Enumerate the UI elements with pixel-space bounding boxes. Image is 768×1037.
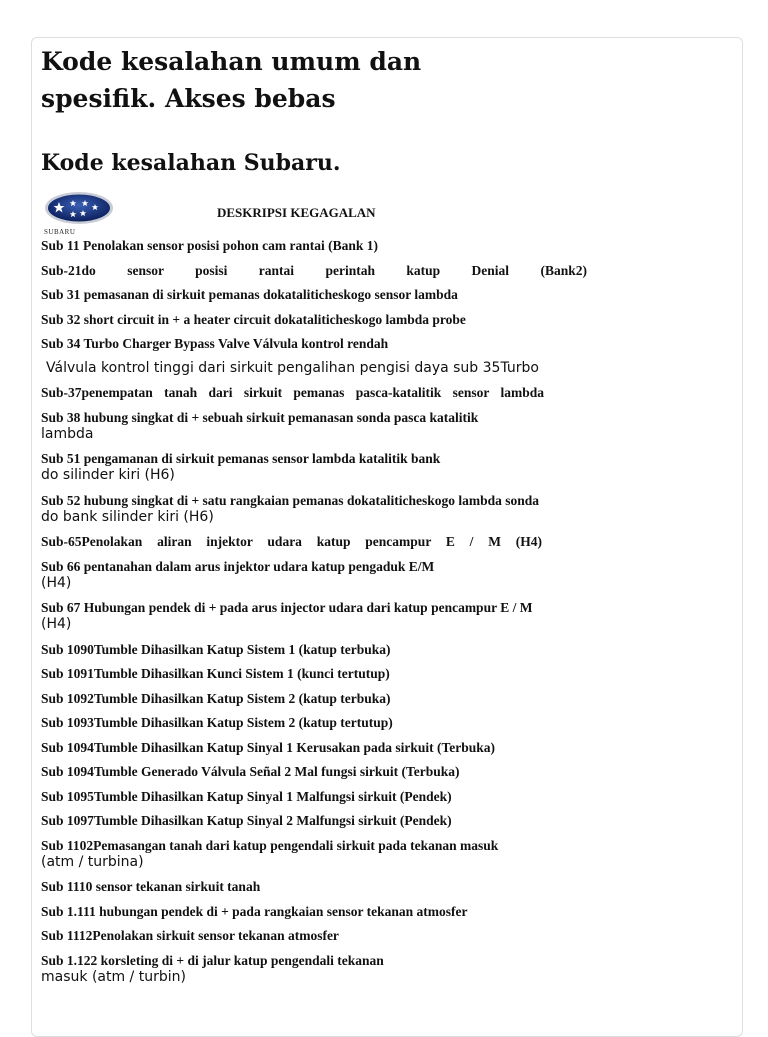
list-item: Sub 1094Tumble Generado Válvula Señal 2 Mal fungsi sirkuit (Terbuka) <box>41 764 460 779</box>
list-item: Sub-37penempatan tanah dari sirkuit pemanas pasca-katalitik sensor lambda <box>41 385 544 400</box>
list-item: Sub 11 Penolakan sensor posisi pohon cam rantai (Bank 1) <box>41 238 378 253</box>
list-item: Sub 67 Hubungan pendek di + pada arus injector udara dari katup pencampur E / M (H4) <box>41 599 731 633</box>
list-item: Sub 1093Tumble Dihasilkan Katup Sistem 2 (katup tertutup) <box>41 715 393 730</box>
list-item-continuation: masuk (atm / turbin) <box>41 968 186 985</box>
document-title: Kode kesalahan umum dan spesifik. Akses bebas <box>41 47 422 113</box>
list-item: Sub 1097Tumble Dihasilkan Katup Sinyal 2 Malfungsi sirkuit (Pendek) <box>41 813 452 828</box>
subaru-emblem-icon <box>43 190 115 228</box>
list-item: Sub 1112Penolakan sirkuit sensor tekanan atmosfer <box>41 928 339 943</box>
list-item: Sub-21do sensor posisi rantai perintah katup Denial (Bank2) <box>41 262 587 278</box>
list-item: Sub 1102Pemasangan tanah dari katup pengendali sirkuit pada tekanan masuk (atm / turbina) <box>41 837 731 871</box>
list-item-continuation: (H4) <box>41 574 72 591</box>
list-item: Sub 38 hubung singkat di + sebuah sirkuit pemanasan sonda pasca katalitik lambda <box>41 409 731 443</box>
list-item: Sub 51 pengamanan di sirkuit pemanas sensor lambda katalitik bank do silinder kiri (H6) <box>41 450 731 484</box>
list-item: Sub 1092Tumble Dihasilkan Katup Sistem 2 (katup terbuka) <box>41 690 391 706</box>
list-item: Sub-65Penolakan aliran injektor udara katup pencampur E / M (H4) <box>41 534 542 549</box>
section-title: Kode kesalahan Subaru. <box>41 150 341 176</box>
list-item: Sub 1094Tumble Dihasilkan Katup Sinyal 1 Kerusakan pada sirkuit (Terbuka) <box>41 739 496 755</box>
list-item: Sub 1090Tumble Dihasilkan Katup Sistem 1 (katup terbuka) <box>41 641 391 657</box>
list-item: Sub 1.111 hubungan pendek di + pada rangkaian sensor tekanan atmosfer <box>41 903 468 919</box>
list-item: Sub 31 pemasanan di sirkuit pemanas dokataliticheskogo sensor lambda <box>41 287 458 302</box>
list-item: Sub 66 pentanahan dalam arus injektor udara katup pengaduk E/M (H4) <box>41 558 731 592</box>
list-item-continuation: (H4) <box>41 616 72 632</box>
list-item-continuation: lambda <box>41 425 94 442</box>
logo-text: SUBARU <box>44 228 76 236</box>
list-item: Sub 1.122 korsleting di + di jalur katup pengendali tekanan masuk (atm / turbin) <box>41 952 731 986</box>
list-item: Sub 32 short circuit in + a heater circuit dokataliticheskogo lambda probe <box>41 311 466 327</box>
list-item: Sub 1091Tumble Dihasilkan Kunci Sistem 1 (kunci tertutup) <box>41 666 390 681</box>
list-item-continuation: do bank silinder kiri (H6) <box>41 508 214 525</box>
list-item: Sub 34 Turbo Charger Bypass Valve Válvula kontrol rendah <box>41 336 389 351</box>
list-item: Sub 1095Tumble Dihasilkan Katup Sinyal 1 Malfungsi sirkuit (Pendek) <box>41 788 452 804</box>
fault-code-list <box>41 237 731 993</box>
list-item-continuation: (atm / turbina) <box>41 853 144 870</box>
subaru-logo <box>43 190 115 236</box>
list-item: Válvula kontrol tinggi dari sirkuit pengalihan pengisi daya sub 35Turbo <box>46 359 539 376</box>
column-header: DESKRIPSI KEGAGALAN <box>217 205 376 220</box>
list-item: Sub 52 hubung singkat di + satu rangkaian pemanas dokataliticheskogo lambda sonda do bank silinder kiri (H6) <box>41 492 731 526</box>
document-page <box>31 37 743 1037</box>
list-item-continuation: do silinder kiri (H6) <box>41 467 175 483</box>
list-item: Sub 1110 sensor tekanan sirkuit tanah <box>41 879 261 894</box>
